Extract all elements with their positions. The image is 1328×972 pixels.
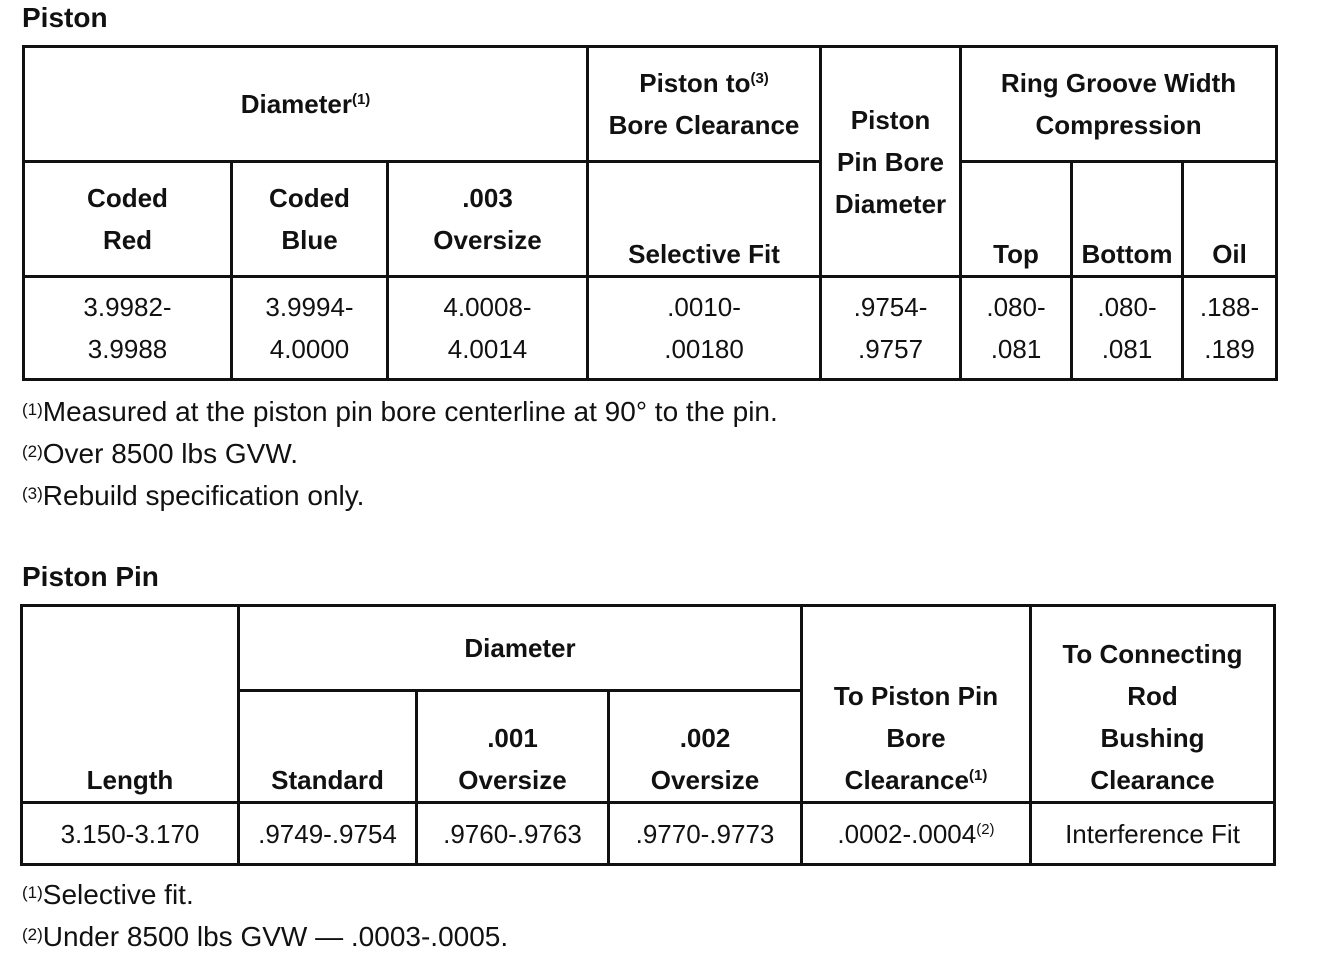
ring-groove-width-header: Ring Groove Width Compression xyxy=(961,47,1277,162)
bottom-header: Bottom xyxy=(1072,162,1183,277)
001-oversize-header: .001 Oversize xyxy=(417,691,609,803)
table-row xyxy=(24,277,1277,380)
rod-clearance-value: Interference Fit xyxy=(1031,803,1275,865)
coded-blue-value: 3.9994- 4.0000 xyxy=(232,277,388,380)
piston-pin-section-title: Piston Pin xyxy=(22,561,159,592)
standard-value: .9749-.9754 xyxy=(239,803,417,865)
bottom-value: .080- .081 xyxy=(1072,277,1183,380)
pin-diameter-header: Diameter xyxy=(239,606,802,691)
footnote: $^{(2)}$Over 8500 lbs GVW. xyxy=(22,438,298,469)
pin-bore-diameter-value: .9754- .9757 xyxy=(821,277,961,380)
standard-header: Standard xyxy=(239,691,417,803)
piston-pin-bore-diameter-header: Piston Pin Bore Diameter xyxy=(821,47,961,277)
selective-fit-value: .0010- .00180 xyxy=(588,277,821,380)
length-value: 3.150-3.170 xyxy=(22,803,239,865)
footnote: $^{(2)}$Under 8500 lbs GVW — .0003-.0005. xyxy=(22,921,509,952)
piston-section-title: Piston xyxy=(22,2,108,33)
002-oversize-value: .9770-.9773 xyxy=(609,803,802,865)
003-oversize-value: 4.0008- 4.0014 xyxy=(388,277,588,380)
footnote: $^{(3)}$Rebuild specification only. xyxy=(22,480,365,511)
to-connecting-rod-bushing-clearance-header: To Connecting Rod Bushing Clearance xyxy=(1031,606,1275,803)
001-oversize-value: .9760-.9763 xyxy=(417,803,609,865)
length-header: Length xyxy=(22,606,239,803)
piston-spec-table xyxy=(22,45,1278,381)
piston-to-bore-clearance-header: Piston $to^{(3)}$ Bore Clearance xyxy=(588,47,821,162)
piston-pin-spec-table xyxy=(20,604,1276,866)
oil-header: Oil xyxy=(1183,162,1277,277)
003-oversize-header: .003 Oversize xyxy=(388,162,588,277)
002-oversize-header: .002 Oversize xyxy=(609,691,802,803)
coded-red-header: Coded Red xyxy=(24,162,232,277)
top-header: Top xyxy=(961,162,1072,277)
table-row xyxy=(22,803,1275,865)
piston-footnotes xyxy=(22,391,778,517)
footnote: $^{(1)}$Measured at the piston pin bore centerline at 90° to the pin. xyxy=(22,396,778,427)
selective-fit-header: Selective Fit xyxy=(588,162,821,277)
bore-clearance-value: .0002-.0004$^{(2)}$ xyxy=(802,803,1031,865)
footnote: $^{(1)}$Selective fit. xyxy=(22,879,194,910)
coded-red-value: 3.9982- 3.9988 xyxy=(24,277,232,380)
oil-value: .188- .189 xyxy=(1183,277,1277,380)
to-piston-pin-bore-clearance-header: To Piston Pin Bore Clearance$^{(1)}$ xyxy=(802,606,1031,803)
piston-pin-footnotes xyxy=(22,874,508,958)
coded-blue-header: Coded Blue xyxy=(232,162,388,277)
top-value: .080- .081 xyxy=(961,277,1072,380)
diameter-header: Diameter$^{(1)}$ xyxy=(24,47,588,162)
